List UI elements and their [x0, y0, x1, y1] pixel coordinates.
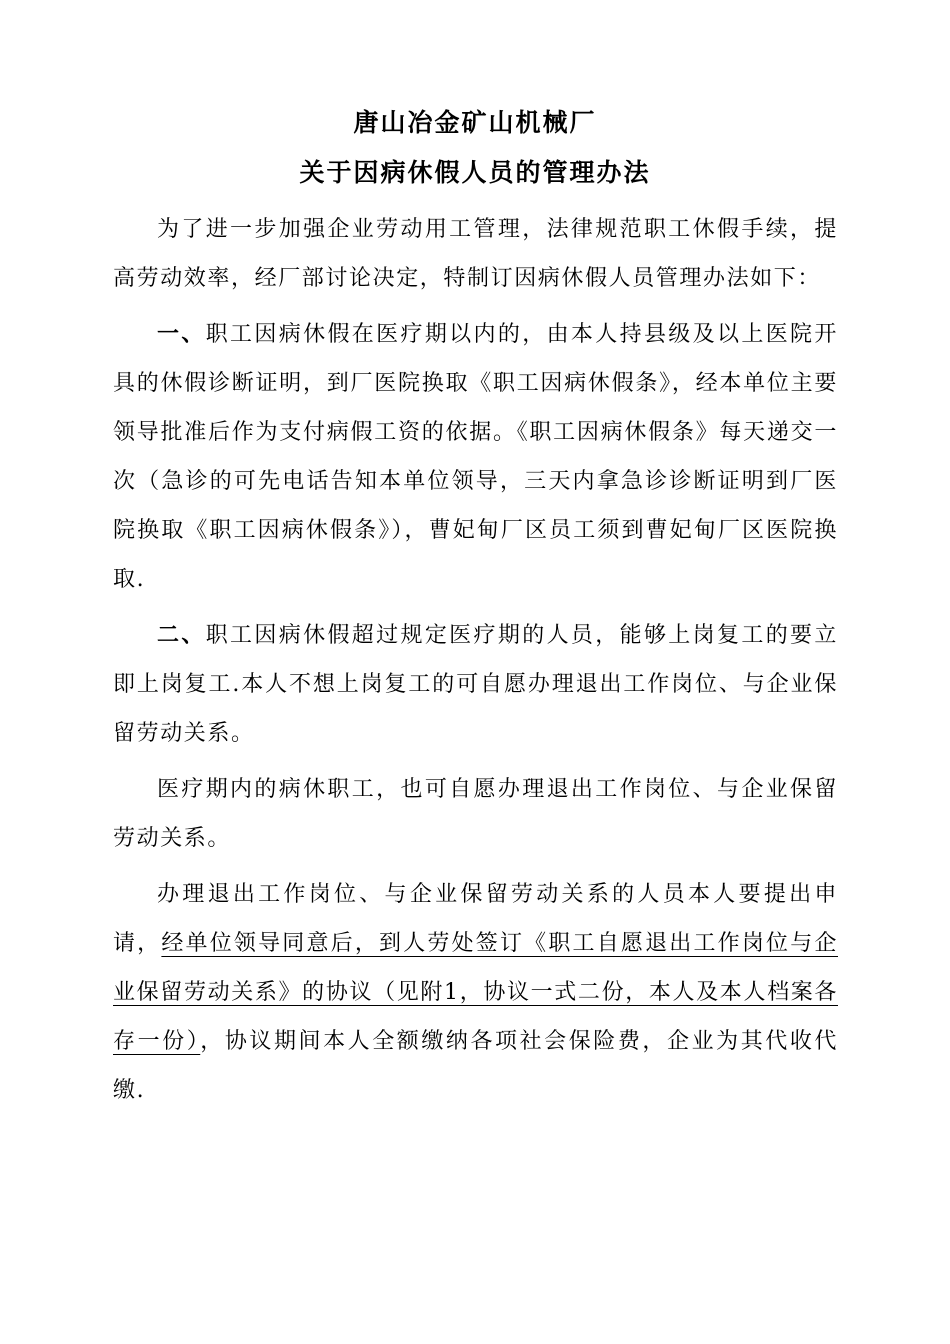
paragraph-4-end: ，协议期间本人全额缴纳各项社会保险费，企业为其代收代缴. — [113, 1029, 838, 1103]
document-title: 唐山冶金矿山机械厂 — [353, 108, 597, 137]
intro-paragraph: 为了进一步加强企业劳动用工管理，法律规范职工休假手续，提高劳动效率，经厂部讨论决定，特制订因病休假人员管理办法如下： — [113, 217, 838, 291]
section-1-text: 职工因病休假在医疗期以内的，由本人持县级及以上医院开具的休假诊断证明，到厂医院换取《职工因病休假条》，经本单位主要领导批准后作为支付病假工资的依据。《职工因病休假条》每天递交一次（急诊的可先电话告知本单位领导，三天内拿急诊诊断证明到厂医院换取《职工因病休假条》），曹妃甸厂区员工须到曹妃甸厂区医院换取. — [113, 322, 838, 592]
document-subtitle: 关于因病休假人员的管理办法 — [299, 158, 651, 187]
section-2-paragraph — [113, 611, 838, 758]
paragraph-4 — [113, 870, 838, 1115]
section-1-paragraph — [113, 310, 838, 604]
document-body — [113, 205, 838, 1115]
section-2-number: 二、 — [157, 622, 206, 648]
section-2-text: 职工因病休假超过规定医疗期的人员，能够上岗复工的要立即上岗复工.本人不想上岗复工的可自愿办理退出工作岗位、与企业保留劳动关系。 — [113, 623, 838, 746]
paragraph-4-start: 办理退出工作岗位、与企业保留劳动关系的人员本人要提出申请， — [113, 882, 838, 956]
paragraph-3: 医疗期内的病休职工，也可自愿办理退出工作岗位、与企业保留劳动关系。 — [113, 777, 838, 851]
paragraph-4-underlined: 经单位领导同意后，到人劳处签订《职工自愿退出工作岗位与企业保留劳动关系》的协议（见附1，协议一式二份，本人及本人档案各存一份） — [113, 931, 838, 1054]
section-1-number: 一、 — [157, 321, 206, 347]
